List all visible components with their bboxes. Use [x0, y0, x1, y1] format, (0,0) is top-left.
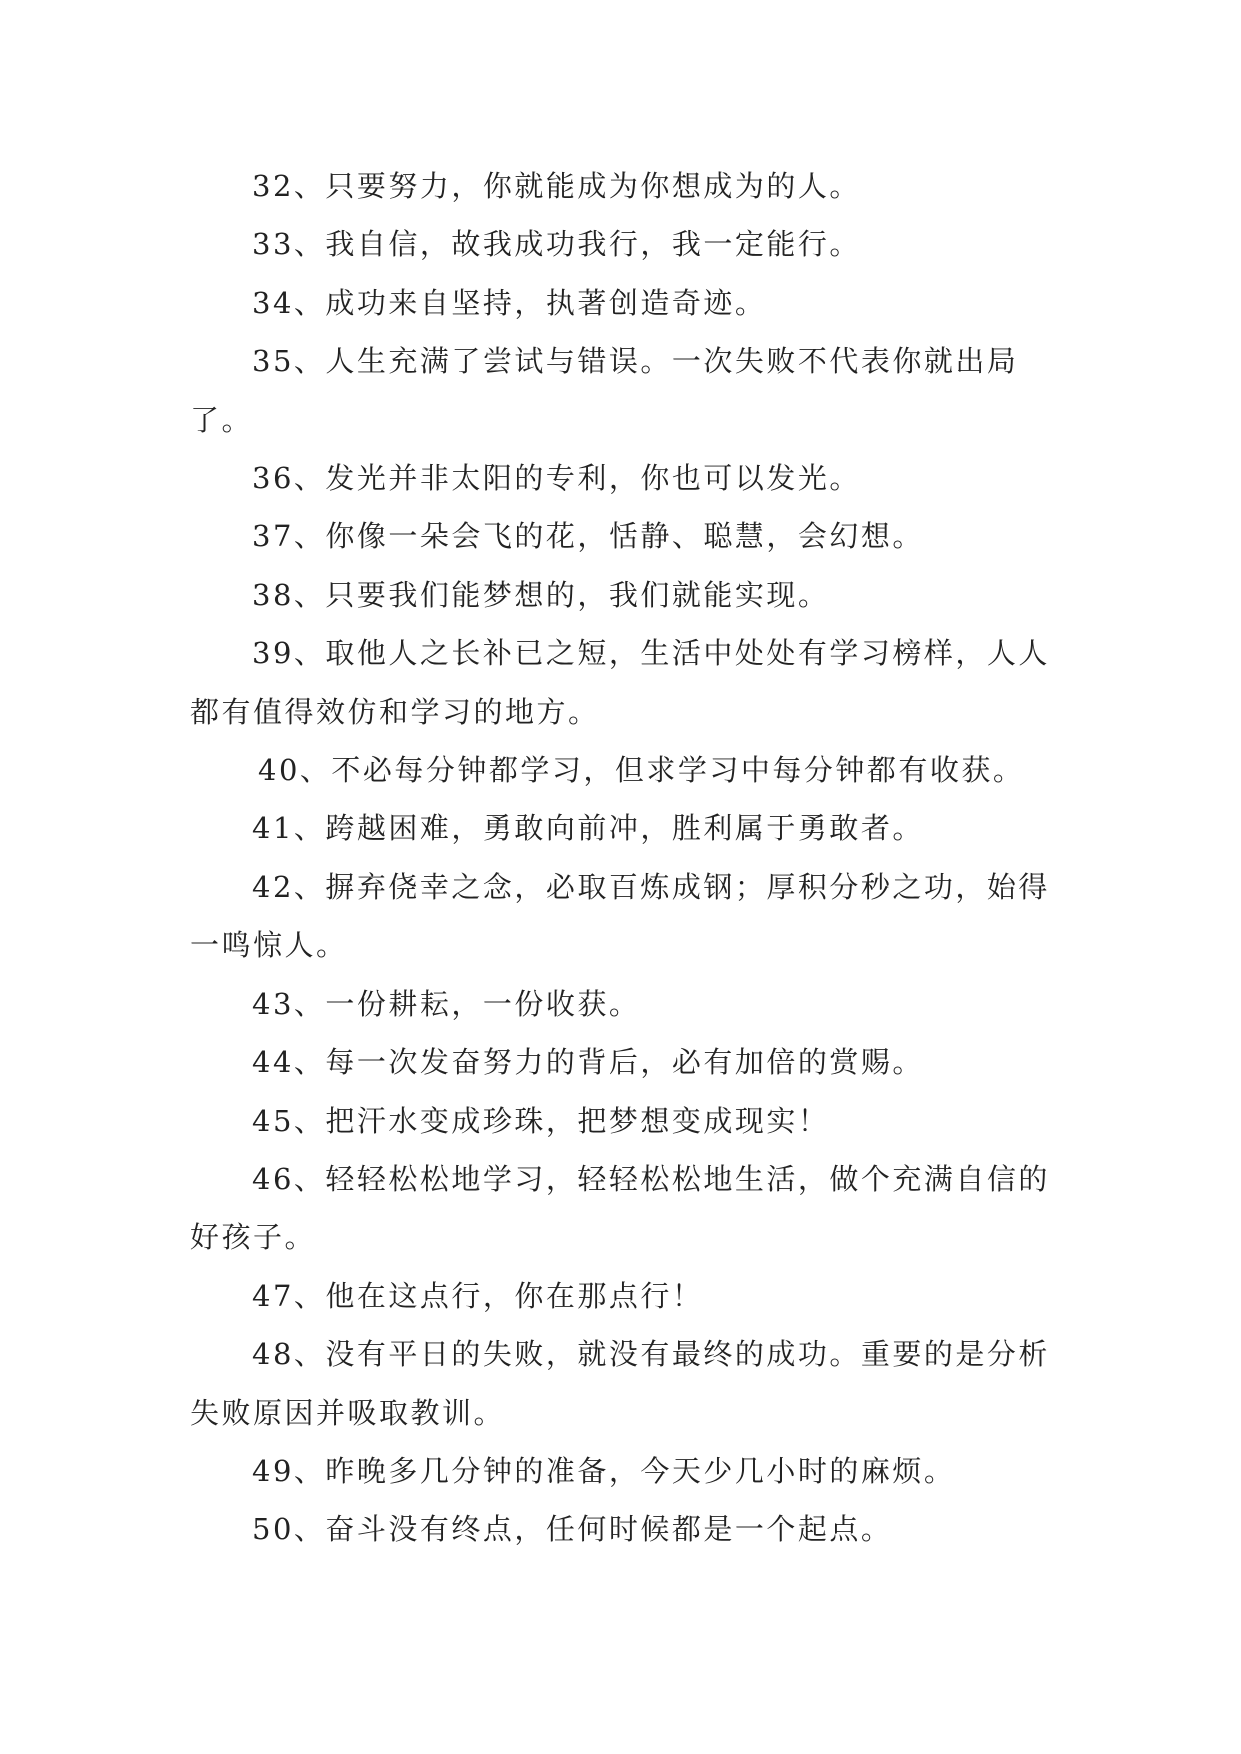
paragraph-32: 32、只要努力，你就能成为你想成为的人。: [252, 169, 861, 203]
paragraph-42: 42、摒弃侥幸之念，必取百炼成钢；厚积分秒之功，始得一鸣惊人。: [190, 869, 1050, 963]
paragraph-46: 46、轻轻松松地学习，轻轻松松地生活，做个充满自信的好孩子。: [190, 1161, 1050, 1255]
paragraph-41: 41、跨越困难，勇敢向前冲，胜利属于勇敢者。: [252, 811, 924, 846]
paragraph-50: 50、奋斗没有终点，任何时候都是一个起点。: [252, 1512, 893, 1547]
paragraph-38: 38、只要我们能梦想的，我们就能实现。: [252, 577, 830, 612]
paragraph-47: 47、他在这点行，你在那点行！: [252, 1278, 704, 1313]
paragraph-39: 39、取他人之长补已之短，生活中处处有学习榜样，人人都有值得效仿和学习的地方。: [190, 636, 1050, 729]
paragraph-33: 33、我自信，故我成功我行，我一定能行。: [252, 227, 861, 262]
paragraph-48: 48、没有平日的失败，就没有最终的成功。重要的是分析失败原因并吸取教训。: [190, 1337, 1050, 1430]
paragraph-43: 43、一份耕耘，一份收获。: [252, 986, 641, 1021]
paragraph-37: 37、你像一朵会飞的花，恬静、聪慧，会幻想。: [252, 519, 924, 554]
paragraph-35: 35、人生充满了尝试与错误。一次失败不代表你就出局了。: [190, 344, 1019, 437]
paragraph-49: 49、昨晚多几分钟的准备，今天少几小时的麻烦。: [252, 1453, 956, 1488]
paragraph-36: 36、发光并非太阳的专利，你也可以发光。: [252, 461, 861, 496]
paragraph-44: 44、每一次发奋努力的背后，必有加倍的赏赐。: [252, 1045, 924, 1080]
paragraph-45: 45、把汗水变成珍珠，把梦想变成现实！: [252, 1103, 830, 1138]
paragraph-34: 34、成功来自坚持，执著创造奇迹。: [252, 285, 767, 320]
paragraph-40: 40、不必每分钟都学习，但求学习中每分钟都有收获。: [258, 753, 1025, 788]
document-body: [190, 157, 1058, 1559]
